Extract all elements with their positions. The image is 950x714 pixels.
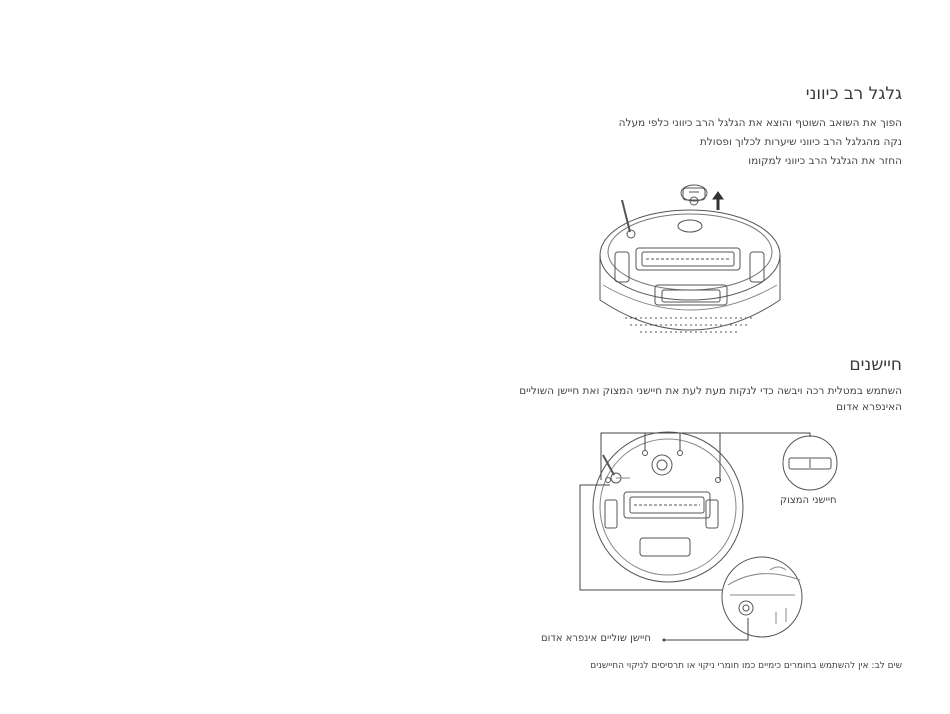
step-3: החזר את הגלגל הרב כיווני למקומו <box>748 155 902 167</box>
omni-wheel-title: גלגל רב כיווני <box>805 84 902 104</box>
edge-sensor-zoom <box>722 557 802 637</box>
sensors-title: חיישנים <box>849 355 902 375</box>
step-1: הפוך את השואב השוטף והוצא את הגלגל הרב כיווני כלפי מעלה <box>618 117 902 129</box>
cliff-sensors-label: חיישני המצוק <box>780 495 837 506</box>
edge-label-leader <box>664 618 748 640</box>
note-text: שים לב: אין להשתמש בחומרים כימיים כמו חומרי ניקוי או תרסיסים לניקוי החיישנים <box>590 661 902 671</box>
step-2: נקה מהגלגל הרב כיווני שיערות לכלוך ופסולת <box>699 136 902 148</box>
cliff-sensor-zoom <box>783 436 837 490</box>
sensor-leader-lines <box>580 433 810 590</box>
sensors-paragraph: השתמש במטלית רכה ויבשה כדי לנקות מעת לעת את חיישני המצוק ואת חיישן השוליים האינפרא אדום <box>519 385 902 413</box>
edge-sensor-label: חיישן שוליים אינפרא אדום <box>541 633 651 644</box>
